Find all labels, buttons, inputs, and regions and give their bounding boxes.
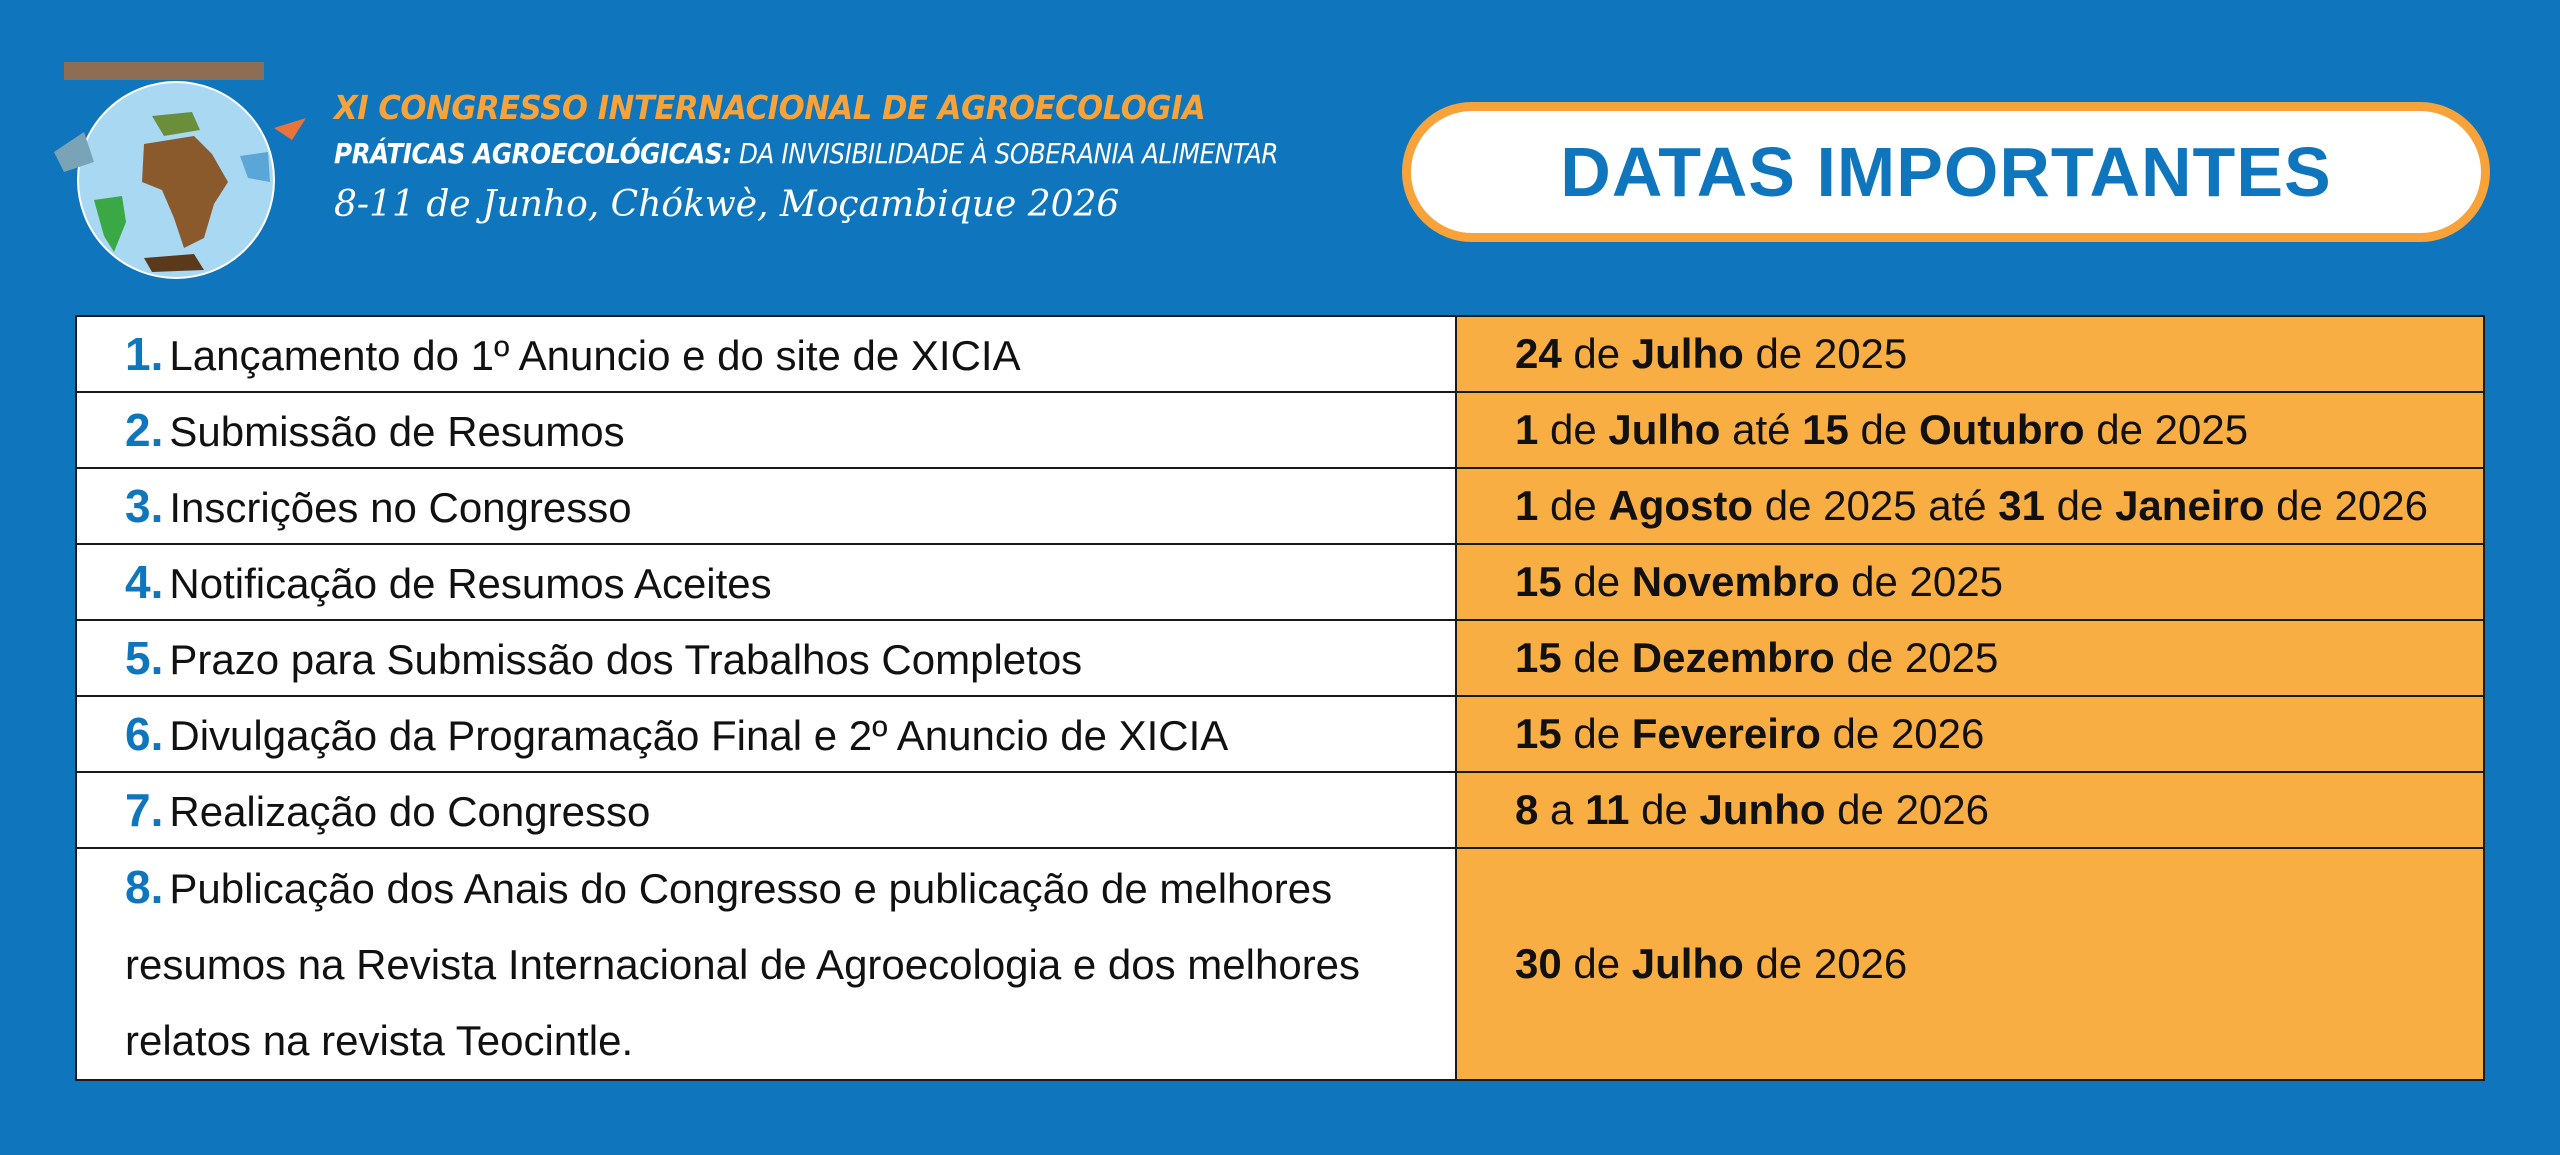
date-segment: 1 <box>1515 482 1539 529</box>
table-row <box>76 696 2484 772</box>
congress-title: XI CONGRESSO INTERNACIONAL DE AGROECOLOGIA <box>334 88 1206 127</box>
congress-date-place: 8-11 de Junho, Chókwè, Moçambique 2026 <box>334 184 1120 225</box>
date-segment: de 2026 <box>1820 710 1985 757</box>
date-segment: Dezembro <box>1631 634 1835 681</box>
event-cell <box>76 544 1456 620</box>
date-cell <box>1456 696 2484 772</box>
date-cell <box>1456 620 2484 696</box>
date-segment: de <box>1561 330 1632 377</box>
date-segment: Julho <box>1631 940 1744 987</box>
event-cell <box>76 772 1456 848</box>
row-number: 2. <box>125 404 164 456</box>
date-segment: 24 <box>1515 330 1562 377</box>
important-dates-badge <box>1402 102 2490 242</box>
date-segment: de 2026 <box>2264 482 2428 529</box>
date-segment: 15 <box>1515 634 1562 681</box>
date-segment: de 2025 <box>1834 634 1999 681</box>
event-label: Divulgação da Programação Final e 2º Anuncio de XICIA <box>169 712 1229 759</box>
date-segment: Julho <box>1631 330 1744 377</box>
date-segment: 1 <box>1515 406 1539 453</box>
date-segment: de <box>1561 940 1632 987</box>
table-row <box>76 620 2484 696</box>
row-number: 8. <box>125 861 164 913</box>
date-cell <box>1456 316 2484 392</box>
event-label: Inscrições no Congresso <box>169 484 632 531</box>
date-cell <box>1456 392 2484 468</box>
row-number: 6. <box>125 708 164 760</box>
event-cell <box>76 392 1456 468</box>
date-segment: de <box>1561 710 1632 757</box>
date-segment: de <box>1538 482 1609 529</box>
date-segment: de 2025 <box>1743 330 1908 377</box>
badge-label: DATAS IMPORTANTES <box>1560 133 2332 211</box>
event-label: Prazo para Submissão dos Trabalhos Completos <box>169 636 1083 683</box>
date-segment: Julho <box>1608 406 1721 453</box>
date-segment: Outubro <box>1918 406 2085 453</box>
date-segment: Fevereiro <box>1631 710 1821 757</box>
date-segment: de <box>2045 482 2116 529</box>
row-number: 7. <box>125 784 164 836</box>
date-segment: até <box>1720 406 1803 453</box>
event-cell <box>76 468 1456 544</box>
date-segment: 15 <box>1802 406 1849 453</box>
event-cell <box>76 696 1456 772</box>
date-segment: de 2026 <box>1743 940 1908 987</box>
subtitle-bold: PRÁTICAS AGROECOLÓGICAS: <box>334 137 732 170</box>
date-segment: de <box>1538 406 1609 453</box>
date-cell <box>1456 544 2484 620</box>
table-row <box>76 544 2484 620</box>
date-segment: de 2025 <box>2084 406 2249 453</box>
date-cell <box>1456 468 2484 544</box>
date-segment: Novembro <box>1631 558 1840 605</box>
date-segment: Janeiro <box>2115 482 2265 529</box>
date-segment: de 2025 <box>1839 558 2003 605</box>
date-segment: Junho <box>1699 786 1826 833</box>
figures-band <box>64 62 264 80</box>
date-segment: a <box>1538 786 1586 833</box>
event-label: Submissão de Resumos <box>169 408 625 455</box>
event-label: Realização do Congresso <box>169 788 651 835</box>
date-segment: Agosto <box>1608 482 1754 529</box>
congress-title-block <box>334 88 1407 225</box>
date-segment: de <box>1561 558 1632 605</box>
table-row <box>76 772 2484 848</box>
table-row <box>76 468 2484 544</box>
date-segment: 8 <box>1515 786 1539 833</box>
date-segment: de <box>1629 786 1700 833</box>
event-cell <box>76 620 1456 696</box>
subtitle-rest: DA INVISIBILIDADE À SOBERANIA ALIMENTAR <box>731 137 1279 170</box>
event-cell <box>76 848 1456 1080</box>
row-number: 5. <box>125 632 164 684</box>
date-segment: 11 <box>1585 786 1630 833</box>
row-number: 4. <box>125 556 164 608</box>
date-cell <box>1456 848 2484 1080</box>
event-label: Publicação dos Anais do Congresso e publicação de melhores resumos na Revista Internacional de Agroecologia e dos melhores relatos na revista Teocintle. <box>125 865 1361 1064</box>
important-dates-table <box>75 315 2485 1081</box>
event-label: Notificação de Resumos Aceites <box>169 560 772 607</box>
date-segment: 15 <box>1515 558 1562 605</box>
date-segment: de <box>1561 634 1632 681</box>
event-label: Lançamento do 1º Anuncio e do site de XICIA <box>169 332 1021 379</box>
date-segment: 30 <box>1515 940 1562 987</box>
date-cell <box>1456 772 2484 848</box>
table-row <box>76 392 2484 468</box>
table-row <box>76 848 2484 1080</box>
congress-subtitle <box>334 137 1278 170</box>
table-row <box>76 316 2484 392</box>
row-number: 3. <box>125 480 164 532</box>
congress-logo <box>44 32 324 288</box>
row-number: 1. <box>125 328 164 380</box>
date-segment: de 2025 até <box>1753 482 1999 529</box>
event-cell <box>76 316 1456 392</box>
date-segment: 15 <box>1515 710 1562 757</box>
date-segment: de 2026 <box>1825 786 1990 833</box>
bird-silhouette <box>274 118 306 140</box>
date-segment: 31 <box>1998 482 2046 529</box>
date-segment: de <box>1848 406 1919 453</box>
